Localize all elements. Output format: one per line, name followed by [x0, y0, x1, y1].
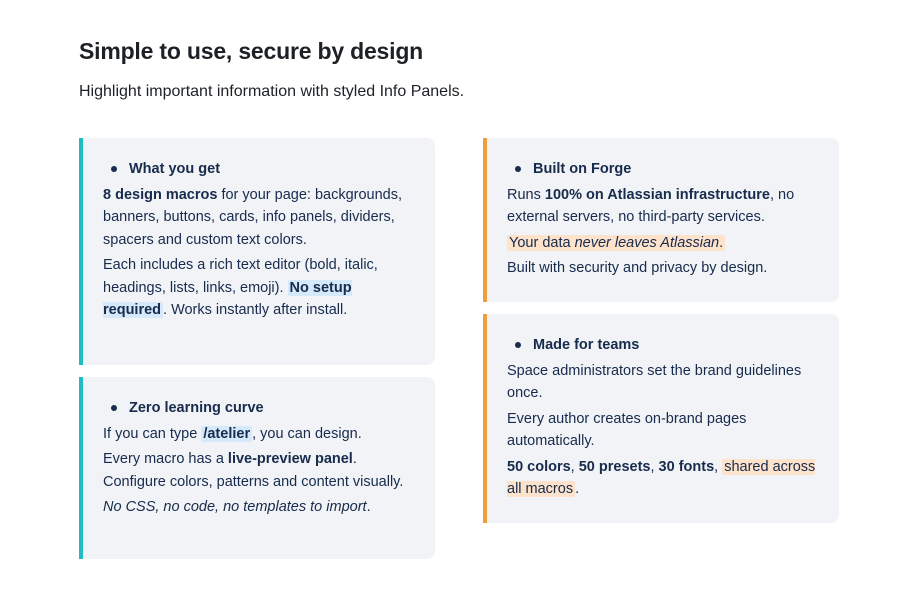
- bullet-icon: [515, 166, 521, 172]
- panel-paragraph: Space administrators set the brand guidelines once.: [507, 362, 802, 401]
- panel-paragraph: [103, 184, 413, 252]
- bold-text: 8 design macros: [103, 186, 218, 203]
- panel-paragraph: [507, 456, 817, 501]
- text: .: [575, 481, 580, 497]
- highlight-text: No setup required: [103, 279, 352, 318]
- text: , you can design.: [252, 425, 362, 442]
- text: Every macro has a: [103, 451, 228, 467]
- panel-paragraph: Built with security and privacy by design.: [507, 260, 768, 276]
- panel-heading-text: Built on Forge: [533, 161, 632, 177]
- page-subtitle: Highlight important information with styled Info Panels.: [79, 83, 465, 100]
- panel-paragraph: Every author creates on-brand pages automatically.: [507, 410, 747, 449]
- italic-text: never leaves Atlassian: [574, 234, 720, 251]
- info-panel-made-for-teams: [483, 314, 839, 523]
- text: If you can type: [103, 425, 202, 442]
- info-panel-zero-learning-curve: [79, 377, 435, 559]
- panel-paragraph: [103, 423, 413, 446]
- bullet-icon: [515, 342, 521, 348]
- highlight-text: [507, 235, 725, 251]
- panel-paragraph: [103, 496, 413, 519]
- bold-text: 50 presets: [578, 458, 651, 475]
- bold-text: 50 colors: [507, 458, 571, 475]
- bold-text: 30 fonts: [658, 458, 715, 475]
- panel-heading: [103, 158, 413, 181]
- panel-paragraph: [103, 254, 413, 322]
- panel-heading-text: Made for teams: [533, 337, 640, 353]
- panel-heading: [103, 397, 413, 420]
- panel-paragraph: [103, 448, 413, 493]
- text: .: [366, 499, 371, 515]
- bold-text: 100% on Atlassian infrastructure: [544, 186, 770, 203]
- bullet-icon: [111, 405, 117, 411]
- text: Your data: [509, 234, 575, 251]
- page-title: Simple to use, secure by design: [79, 38, 424, 64]
- panel-heading: [507, 334, 817, 357]
- text: for your page: backgrounds, banners, buttons, cards, info panels, dividers, spacers and custom text colors.: [103, 186, 403, 248]
- highlight-text: shared across all macros: [507, 458, 816, 497]
- panel-paragraph: [507, 232, 817, 255]
- bold-text: live-preview panel: [227, 451, 353, 467]
- text: ,: [650, 458, 659, 475]
- info-panel-built-on-forge: [483, 138, 839, 302]
- text: .: [719, 234, 724, 251]
- code-highlight: /atelier: [203, 425, 251, 442]
- text: . Works instantly after install.: [163, 302, 348, 318]
- bullet-icon: [111, 166, 117, 172]
- text: , no external servers, no third-party services.: [507, 186, 795, 225]
- panel-heading-text: Zero learning curve: [129, 400, 264, 416]
- italic-text: No CSS, no code, no templates to import: [103, 499, 367, 515]
- text: ,: [570, 458, 579, 475]
- text: Runs: [507, 186, 545, 203]
- text: . Configure colors, patterns and content visually.: [103, 451, 404, 490]
- text: ,: [714, 458, 723, 475]
- info-panel-what-you-get: [79, 138, 435, 365]
- panel-heading: [507, 158, 817, 181]
- text: Each includes a rich text editor (bold, italic, headings, lists, links, emoji).: [103, 257, 378, 296]
- panel-heading-text: What you get: [129, 161, 221, 177]
- panel-paragraph: [507, 184, 817, 229]
